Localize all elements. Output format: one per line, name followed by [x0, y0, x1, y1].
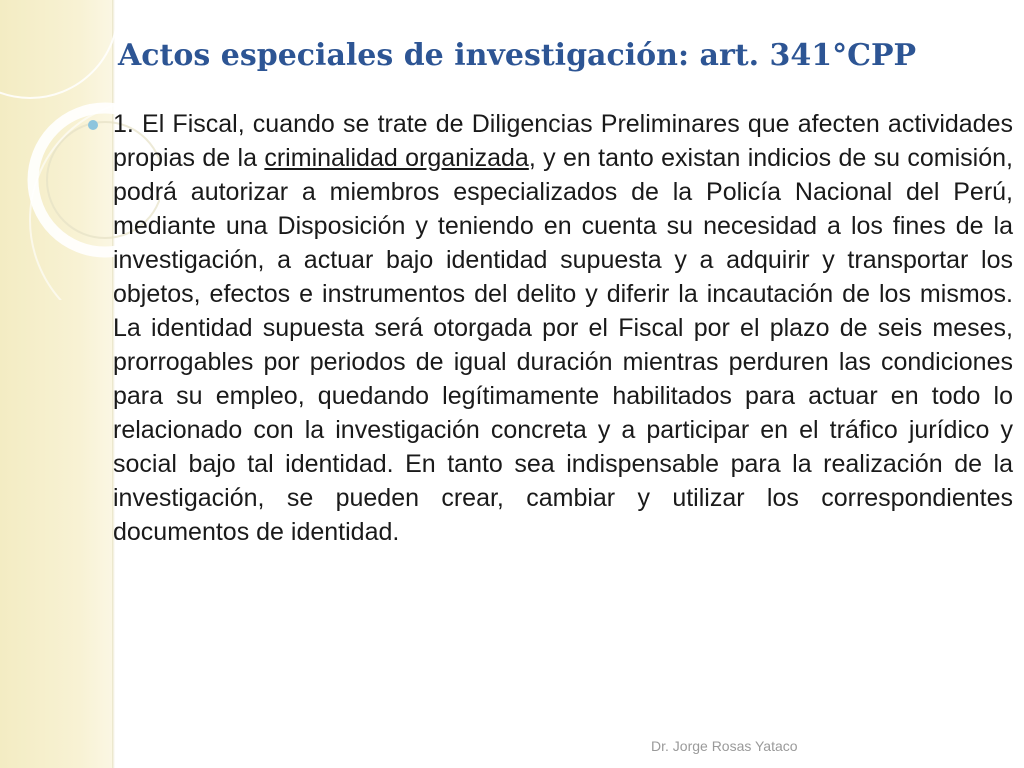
arc-1	[0, 0, 118, 98]
bullet-marker	[88, 120, 98, 130]
bullet-paragraph	[113, 107, 1013, 549]
bullet-number: 1.	[113, 110, 134, 138]
paragraph-text-after: , y en tanto existan indicios de su comisión, podrá autorizar a miembros especializados de la Policía Nacional del Perú, mediante una Disposición y teniendo en cuenta su necesidad a los fines de la investigación, a actuar bajo identidad supuesta y a adquirir y transportar los objetos, efectos e instrumentos del delito y diferir la incautación de los mismos. La identidad supuesta será otorgada por el Fiscal por el plazo de seis meses, prorrogables por periodos de igual duración mientras perduren las condiciones para su empleo, quedando legítimamente habilitados para actuar en todo lo relacionado con la investigación concreta y a participar en el tráfico jurídico y social bajo tal identidad. En tanto sea indispensable para la realización de la investigación, se pueden crear, cambiar y utilizar los correspondientes documentos de identidad.	[113, 144, 1013, 546]
slide-title: Actos especiales de investigación: art. 341°CPP	[118, 38, 917, 73]
underlined-term: criminalidad organizada	[264, 144, 529, 172]
footer-author: Dr. Jorge Rosas Yataco	[651, 738, 798, 754]
paragraph-text-before: El Fiscal, cuando se trate de Diligencias Preliminares que afecten actividades propias de la	[113, 110, 1013, 172]
